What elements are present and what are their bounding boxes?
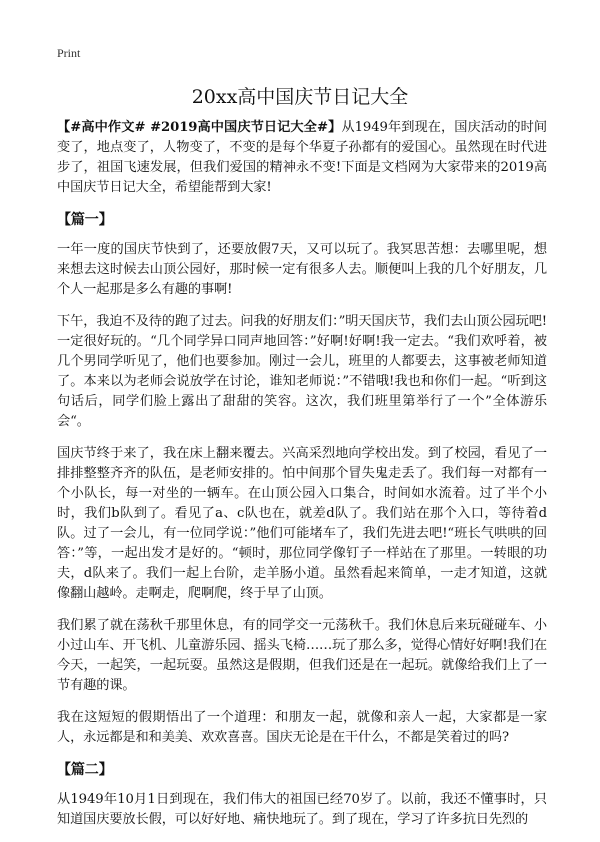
paragraph: 下午，我迫不及待的跑了过去。问我的好朋友们：”明天国庆节，我们去山顶公园玩吧!一定很好玩的。“几个同学异口同声地回答：”好啊!好啊!我一定去。“我们欢呼着，被几个男同学听见了，他们也要参加。刚过一会儿，班里的人都要去，这事被老师知道了。本来以为老师会说放学在讨论，谁知老师说：”不错哦!我也和你们一起。“听到这句话后，同学们脸上露出了甜甜的笑容。这次，我们班里第举行了一个”全体游乐会“。: [57, 314, 547, 429]
article-body: [57, 118, 547, 842]
section-heading-2: 【篇二】: [57, 762, 113, 778]
page-title: 20xx高中国庆节日记大全: [191, 86, 409, 108]
paragraph: 一年一度的国庆节快到了，还要放假7天，又可以玩了。我冥思苦想：去哪里呢，想来想去这时候去山顶公园好，那时候一定有很多人去。顺便叫上我的几个好朋友，几个人一起那是多么有趣的事啊!: [57, 242, 547, 297]
print-label[interactable]: Print: [57, 46, 81, 60]
intro-tag: 【#高中作文# #2019高中国庆节日记大全#】: [57, 120, 342, 135]
paragraph: 从1949年10月1日到现在，我们伟大的祖国已经70岁了。以前，我还不懂事时，只知道国庆要放长假，可以好好地、痛快地玩了。到了现在，学习了许多抗日先烈的: [57, 792, 547, 827]
paragraph: 我们累了就在荡秋千那里休息，有的同学交一元荡秋千。我们休息后来玩碰碰车、小小过山车、开飞机、儿童游乐园、摇头飞椅……玩了那么多，觉得心情好好啊!我们在今天，一起笑，一起玩耍。虽然这是假期，但我们还是在一起玩。就像给我们上了一节有趣的课。: [57, 618, 547, 693]
paragraph: 国庆节终于来了，我在床上翻来覆去。兴高采烈地向学校出发。到了校园，看见了一排排整整齐齐的队伍，是老师安排的。怕中间那个冒失鬼走丢了。我们每一对都有一个小队长，每一对坐的一辆车。在山顶公园入口集合，时间如水流着。过了半个小时，我们b队到了。看见了a、c队也在，就差d队了。我们站在那个入口，等待着d队。过了一会儿，有一位同学说：”他们可能堵车了，我们先进去吧!“班长气哄哄的回答：”等，一起出发才是好的。“顿时，那位同学像钉子一样站在了那里。一转眼的功夫，d队来了。我们一起上台阶，走羊肠小道。虽然看起来简单，一走才知道，这就像翻山越岭。走啊走，爬啊爬，终于早了山顶。: [57, 446, 547, 601]
intro-paragraph: [57, 118, 547, 198]
intro-text: 从1949年到现在，国庆活动的时间变了，地点变了，人物变了，不变的是每个华夏子孙都有的爱国心。虽然现在时代进步了，祖国飞速发展，但我们爱国的精神永不变!下面是文档网为大家带来的2019高中国庆节日记大全，希望能帮到大家!: [57, 120, 547, 195]
paragraph: 我在这短短的假期悟出了一个道理：和朋友一起，就像和亲人一起，大家都是一家人，永远都是和和美美、欢欢喜喜。国庆无论是在干什么，不都是笑着过的吗?: [57, 710, 547, 745]
section-heading-1: 【篇一】: [57, 212, 113, 228]
